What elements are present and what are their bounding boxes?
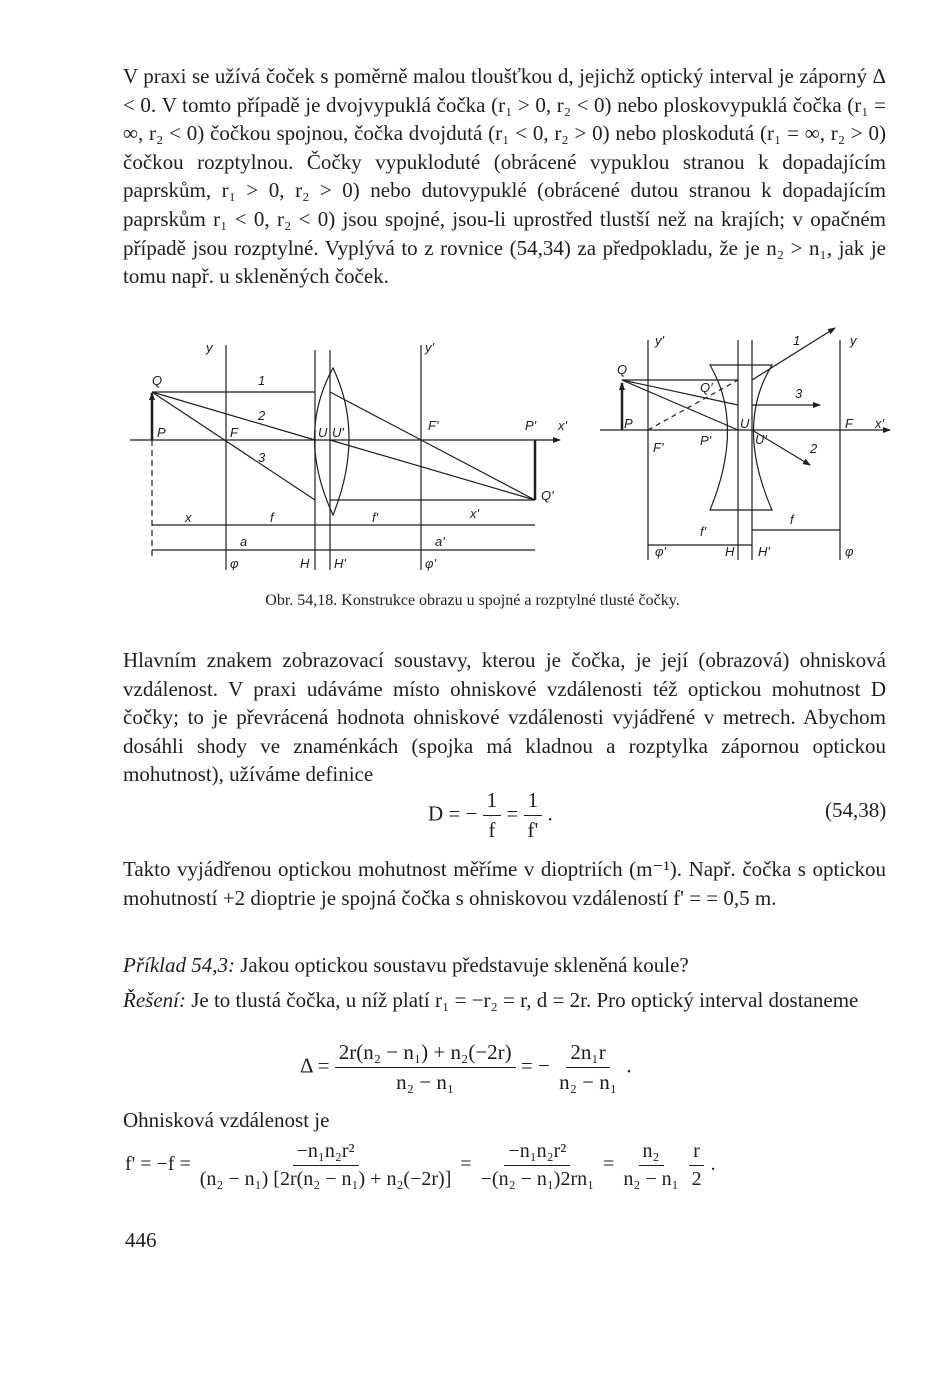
eq1-fraction-2: $\frac{1}{f'}$: [523, 788, 542, 843]
label-phi-prime: φ': [425, 556, 436, 571]
label-P-prime: P': [525, 418, 537, 433]
example-label: Příklad 54,3:: [123, 953, 235, 977]
paragraph-lens-types: V praxi se užívá čoček s poměrně malou tloušťkou d, jejichž optický interval je záporný Δ < 0. V tomto případě je dvojvypuklá čočka (r₁ > 0, r₂ < 0) nebo ploskovypuklá čočka (r₁ = ∞, r₂ < 0) čočkou spojnou, čočka dvojdutá (r₁ < 0, r₂ > 0) nebo ploskodutá (r₁ = ∞, r₂ > 0) čočkou rozptylnou. Čočky vypukloduté (obrácené vypuklou stranou k dopadajícím paprskům, r₁ > 0, r₂ > 0) nebo dutovypuklé (obrácené dutou stranou k dopadajícím paprskům r₁ < 0, r₂ < 0) jsou spojné, jsou-li uprostřed tlustší než na krajích; v opačném případě jsou rozptylné. Vyplývá to z rovnice (54,34) za předpokladu, že je n₂ > n₁, jak je tomu např. u skleněných čoček.: [123, 64, 886, 289]
right-figure-diverging-lens: [600, 328, 890, 560]
label-P: P: [624, 416, 633, 431]
eq1-lhs: D = −: [428, 801, 478, 826]
label-ray-1: 1: [258, 373, 266, 388]
label-x-prime: x': [470, 506, 479, 521]
solution: Řešení: Je to tlustá čočka, u níž platí r₁ = −r₂ = r, d = 2r. Pro optický interval dostaneme: [123, 988, 859, 1012]
label-F: F: [230, 425, 238, 440]
label-H-prime: H': [758, 544, 770, 559]
paragraph-dioptre: Takto vyjádřenou optickou mohutnost měříme v dioptriích (m⁻¹). Např. čočka s optickou mohutností +2 dioptrie je spojná čočka s ohniskovou vzdáleností f' = = 0,5 m.: [123, 857, 886, 910]
label-P-prime: P': [700, 433, 712, 448]
label-f: f: [790, 512, 794, 527]
label-H: H: [725, 544, 735, 559]
converging-lens: [315, 368, 350, 515]
label-phi: φ: [230, 556, 239, 571]
label-Q: Q: [617, 362, 628, 377]
label-ray-1: 1: [793, 333, 801, 348]
label-y-prime: y': [425, 340, 434, 355]
label-H-prime: H': [334, 556, 346, 571]
label-f: f: [270, 510, 274, 525]
label-ray-2: 2: [258, 408, 266, 423]
equation-54-38: D = − $\frac{1}{f}$ = $\frac{1}{f'}$ .: [428, 788, 553, 842]
label-y-prime: y': [655, 333, 664, 348]
label-a: a: [240, 534, 248, 549]
label-f-prime: f': [372, 510, 379, 525]
label-U: U: [318, 425, 328, 440]
label-U: U: [740, 416, 750, 431]
equation-number: (54,38): [825, 798, 887, 822]
example-54-3: Příklad 54,3: Jakou optickou soustavu představuje skleněná koule?: [123, 953, 689, 977]
label-U-prime: U': [332, 425, 344, 440]
label-y: y: [206, 340, 213, 355]
label-ray-3: 3: [795, 386, 803, 401]
paragraph-focal-length: Ohnisková vzdálenost je: [123, 1108, 330, 1132]
label-a-prime: a': [435, 534, 445, 549]
label-H: H: [300, 556, 310, 571]
equation-optical-interval: Δ = $\frac{\text{2r(n₂ − n₁) + n₂(−2r)}}{\text{n₂ − n₁}}$ = − $\frac{\text{2n₁r}}{\text{n₂ − n₁}}$ .: [300, 1040, 632, 1094]
label-phi-prime: φ': [655, 544, 666, 559]
label-Q: Q: [152, 373, 163, 388]
left-figure-converging-lens: [130, 345, 560, 570]
label-F-prime: F': [428, 418, 439, 433]
label-U-prime: U': [755, 432, 767, 447]
label-ray-3: 3: [258, 450, 266, 465]
label-x: x: [185, 510, 192, 525]
eq1-fraction-1: $\frac{1}{f}$: [483, 788, 502, 843]
label-x-prime-axis: x': [875, 416, 884, 431]
label-f-prime: f': [700, 524, 707, 539]
label-F-prime: F': [653, 440, 664, 455]
label-Q-prime: Q': [700, 380, 713, 395]
equation-focal-length: f' = −f = $\frac{\text{−n₁n₂r²}}{\text{(n₂ − n₁) [2r(n₂ − n₁) + n₂(−2r)]}}$ = $\frac{\text{−n₁n₂r²}}{\text{−(n₂ − n₁)2rn₁}}$ = $\frac{\text{n₂}}{\text{n₂ − n₁}}$ $\frac{r}{2}$ .: [125, 1140, 716, 1190]
paragraph-optical-power: Hlavním znakem zobrazovací soustavy, kterou je čočka, je její (obrazová) ohnisková vzdálenost. V praxi udáváme místo ohniskové vzdálenosti též optickou mohutnost D čočky; to je převrácená hodnota ohniskové vzdálenosti vyjádřené v metrech. Abychom dosáhli shody ve znaménkách (spojka má kladnou a rozptylka zápornou optickou mohutnost), užíváme definice: [123, 648, 886, 787]
label-x-prime-axis: x': [558, 418, 567, 433]
page-number: 446: [125, 1228, 157, 1252]
label-Q-prime: Q': [541, 488, 554, 503]
figure-caption: Obr. 54,18. Konstrukce obrazu u spojné a rozptylné tlusté čočky.: [265, 592, 680, 609]
label-P: P: [157, 425, 166, 440]
label-F: F: [845, 416, 853, 431]
solution-label: Řešení:: [123, 988, 186, 1012]
label-phi: φ: [845, 544, 854, 559]
label-ray-2: 2: [810, 441, 818, 456]
label-y: y: [850, 333, 857, 348]
